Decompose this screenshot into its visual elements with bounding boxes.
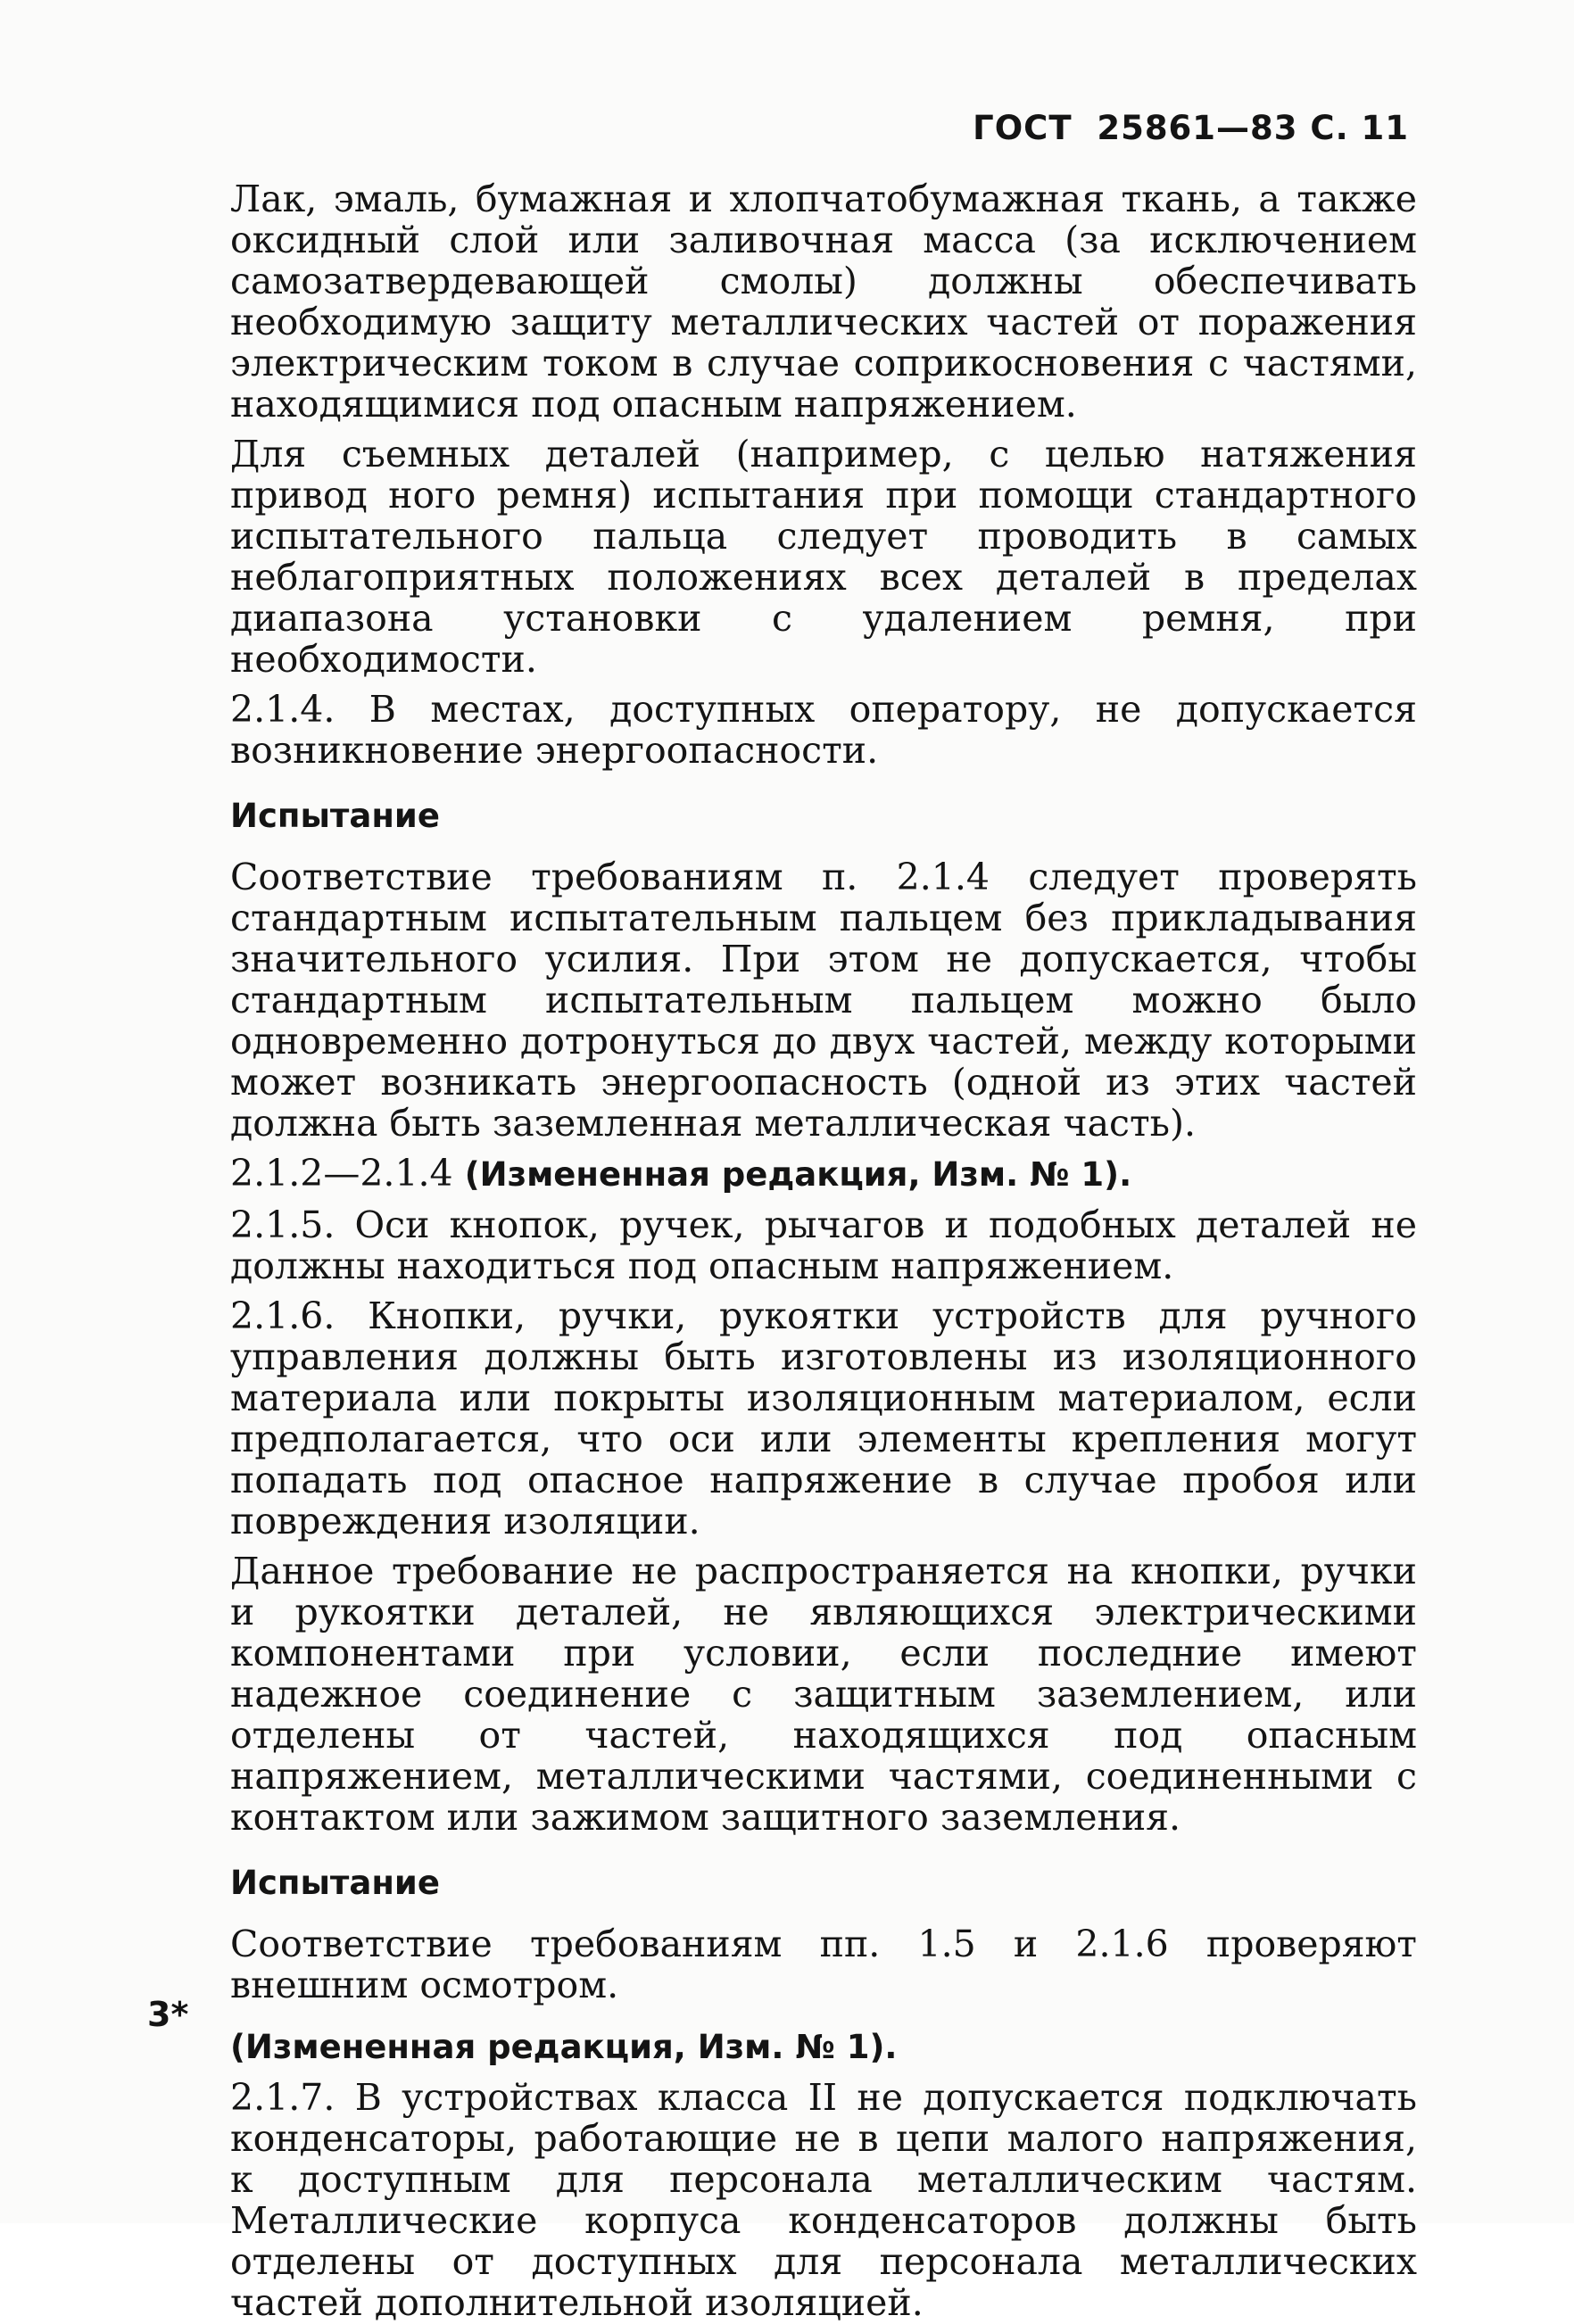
paragraph-removable-parts: Для съемных деталей (например, с целью натяжения привод ного ремня) испытания при помощи стандартного испытательного пальца следует проводить в самых неблагоприятных положениях всех деталей в пределах диапазона установки с удалением ремня, при необходимости. [230, 433, 1417, 681]
section-heading-test-2: Испытание [230, 1864, 440, 1902]
paragraph-2-1-5: 2.1.5. Оси кнопок, ручек, рычагов и подобных деталей не должны находиться под опасным напряжением. [230, 1203, 1417, 1287]
revision-note-2: (Измененная редакция, Изм. № 1). [230, 2028, 898, 2066]
paragraph-2-1-7: 2.1.7. В устройствах класса II не допускается подключать конденсаторы, работающие не в цепи малого напряжения, к доступным для персонала металлическим частям. Металлические корпуса конденсаторов должны быть отделены от доступных для персонала металлических частей дополнительной изоляцией. [230, 2076, 1417, 2324]
paragraph-visual-inspection: Соответствие требованиям пп. 1.5 и 2.1.6 проверяют внешним осмотром. [230, 1923, 1417, 2006]
paragraph-revision-note-2 [230, 2025, 1417, 2068]
section-heading-test-1: Испытание [230, 797, 440, 835]
document-body [230, 178, 1417, 2323]
paragraph-varnish: Лак, эмаль, бумажная и хлопчатобумажная ткань, а также оксидный слой или заливочная масса (за исключением самозатвердевающей смолы) должны обеспечивать необходимую защиту металлических частей от поражения электрическим током в случае соприкосновения с частями, находящимися под опасным напряжением. [230, 178, 1417, 426]
paragraph-exception: Данное требование не распространяется на кнопки, ручки и рукоятки деталей, не являющихся электрическими компонентами при условии, если последние имеют надежное соединение с защитным заземлением, или отделены от частей, находящихся под опасным напряжением, металлическими частями, соединенными с контактом или зажимом защитного заземления. [230, 1550, 1417, 1839]
paragraph-2-1-6: 2.1.6. Кнопки, ручки, рукоятки устройств для ручного управления должны быть изготовлены из изоляционного материала или покрыты изоляционным материалом, если предполагается, что оси или элементы крепления могут попадать под опасное напряжение в случае пробоя или повреждения изоляции. [230, 1294, 1417, 1542]
paragraph-2-1-4: 2.1.4. В местах, доступных оператору, не допускается возникновение энергоопасности. [230, 688, 1417, 772]
page-header: ГОСТ 25861—83 С. 11 [973, 109, 1409, 147]
revision-range: 2.1.2—2.1.4 [230, 1152, 465, 1195]
paragraph-test-finger: Соответствие требованиям п. 2.1.4 следует проверять стандартным испытательным пальцем без прикладывания значительного усилия. При этом не допускается, чтобы стандартным испытательным пальцем можно было одновременно дотронуться до двух частей, между которыми может возникать энергоопасность (одной из этих частей должна быть заземленная металлическая часть). [230, 856, 1417, 1145]
signature-mark: 3* [147, 1995, 189, 2034]
revision-note: (Измененная редакция, Изм. № 1). [464, 1155, 1132, 1194]
paragraph-revision-2-1-2 [230, 1153, 1417, 1195]
